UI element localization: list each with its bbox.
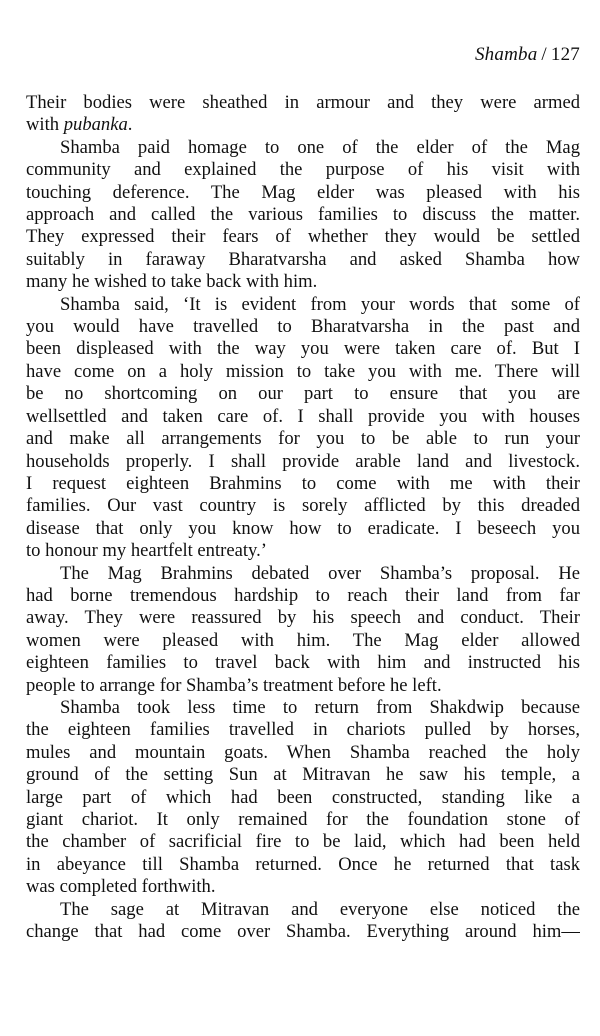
text-line: was completed forthwith.: [26, 876, 216, 898]
text-line: The Mag Brahmins debated over Shamba’s proposal. He: [60, 562, 580, 584]
text-line: away. They were reassured by his speech and conduct. Their: [26, 607, 580, 629]
running-head-separator: /: [541, 44, 547, 65]
text-line: touching deference. The Mag elder was pleased with his: [26, 181, 580, 203]
text-line: people to arrange for Shamba’s treatment before he left.: [26, 674, 442, 696]
italic-term-pubanka: pubanka: [63, 114, 128, 136]
text-line: The sage at Mitravan and everyone else noticed the: [60, 898, 580, 920]
text-line: I request eighteen Brahmins to come with me with their: [26, 472, 580, 494]
body-text: [26, 92, 580, 943]
text-line: with: [26, 114, 64, 136]
text-line: suitably in faraway Bharatvarsha and asked Shamba how: [26, 248, 580, 270]
text-line: Shamba paid homage to one of the elder of the Mag: [60, 136, 580, 158]
text-line: giant chariot. It only remained for the foundation stone of: [26, 809, 580, 830]
text-line: disease that only you know how to eradicate. I beseech you: [26, 517, 580, 539]
text-line: They expressed their fears of whether they would be settled: [26, 226, 580, 248]
text-line: had borne tremendous hardship to reach their land from far: [26, 584, 580, 606]
text-line: and make all arrangements for you to be able to run your: [26, 428, 580, 450]
text-line: approach and called the various families to discuss the matter.: [26, 204, 580, 226]
text-line: ground of the setting Sun at Mitravan he saw his temple, a: [26, 764, 580, 786]
text-line: families. Our vast country is sorely afflicted by this dreaded: [26, 495, 580, 517]
running-head: [475, 44, 580, 66]
text-line: mules and mountain goats. When Shamba reached the holy: [26, 741, 580, 763]
text-line: .: [127, 114, 133, 136]
text-line: community and explained the purpose of his visit with: [26, 159, 580, 181]
text-line: Shamba took less time to return from Shakdwip because: [60, 696, 580, 718]
text-line: the chamber of sacrificial fire to be laid, which had been held: [26, 831, 580, 853]
text-line: large part of which had been constructed, standing like a: [26, 786, 580, 808]
text-line: Shamba said, ‘It is evident from your words that some of: [60, 293, 580, 315]
text-line: to honour my heartfelt entreaty.’: [26, 540, 267, 562]
text-line: have come on a holy mission to take you with me. There will: [26, 360, 580, 382]
text-line: the eighteen families travelled in chariots pulled by horses,: [26, 719, 580, 741]
text-line: Their bodies were sheathed in armour and they were armed: [26, 92, 580, 113]
text-line: you would have travelled to Bharatvarsha in the past and: [26, 316, 580, 338]
text-line: eighteen families to travel back with him and instructed his: [26, 652, 580, 674]
text-line: been displeased with the way you were taken care of. But I: [26, 338, 580, 360]
text-line: households properly. I shall provide arable land and livestock.: [26, 450, 580, 472]
text-line: many he wished to take back with him.: [26, 271, 318, 293]
text-line: change that had come over Shamba. Everything around him—: [26, 921, 580, 943]
text-line-italic-term: [26, 114, 580, 136]
text-line: wellsettled and taken care of. I shall provide you with houses: [26, 405, 580, 427]
running-head-title: Shamba: [474, 44, 538, 65]
text-line: in abeyance till Shamba returned. Once he returned that task: [26, 853, 580, 875]
page-number: 127: [550, 44, 580, 65]
text-line: women were pleased with him. The Mag elder allowed: [26, 629, 580, 651]
text-line: be no shortcoming on our part to ensure that you are: [26, 383, 580, 405]
